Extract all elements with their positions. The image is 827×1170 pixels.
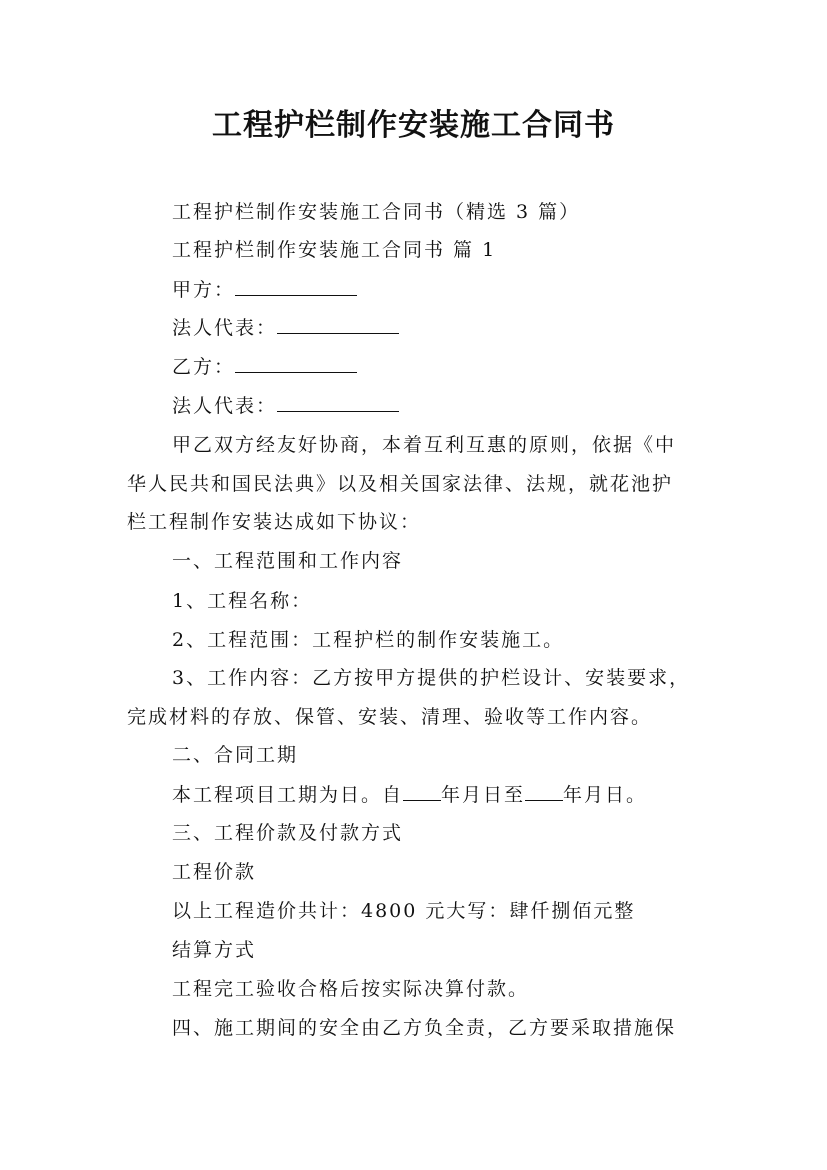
price-heading: 工程价款 <box>172 861 257 883</box>
clause1-item2: 2、工程范围：工程护栏的制作安装施工。 <box>172 629 565 651</box>
price-text: 以上工程造价共计：4800 元大写：肆仟捌佰元整 <box>172 900 636 922</box>
party-a-rep-line <box>172 316 399 340</box>
party-a-rep-label: 法人代表： <box>172 317 278 339</box>
preamble-line-3: 栏工程制作安装达成如下协议： <box>127 511 422 533</box>
party-a-label: 甲方： <box>172 279 236 301</box>
clause1-item3-line-2: 完成材料的存放、保管、安装、清理、验收等工作内容。 <box>127 706 653 728</box>
clause2-text-b: 年月日至 <box>441 784 526 806</box>
clause1-item3-line-1: 3、工作内容：乙方按甲方提供的护栏设计、安装要求， <box>172 667 691 689</box>
settlement-heading: 结算方式 <box>172 939 257 961</box>
party-b-blank <box>235 356 357 373</box>
preamble-line-1: 甲乙双方经友好协商，本着互利互惠的原则，依据《中 <box>172 434 677 456</box>
party-b-label: 乙方： <box>172 356 236 378</box>
clause2-text-a: 本工程项目工期为日。自 <box>172 784 404 806</box>
settlement-text: 工程完工验收合格后按实际决算付款。 <box>172 978 530 1000</box>
clause2-text-c: 年月日。 <box>563 784 648 806</box>
party-b-line <box>172 355 357 379</box>
clause2-text <box>172 783 647 807</box>
document-subtitle: 工程护栏制作安装施工合同书（精选 3 篇） <box>172 201 581 223</box>
party-a-blank <box>235 279 357 296</box>
clause1-item1: 1、工程名称： <box>172 590 313 612</box>
section-heading: 工程护栏制作安装施工合同书 篇 1 <box>172 239 497 261</box>
preamble-line-2: 华人民共和国民法典》以及相关国家法律、法规，就花池护 <box>127 473 674 495</box>
clause2-blank-start <box>403 784 441 801</box>
clause2-blank-end <box>525 784 563 801</box>
party-b-rep-line <box>172 394 399 418</box>
party-a-line <box>172 278 357 302</box>
clause2-heading: 二、合同工期 <box>172 744 299 766</box>
party-b-rep-label: 法人代表： <box>172 395 278 417</box>
party-a-rep-blank <box>277 317 399 334</box>
document-title: 工程护栏制作安装施工合同书 <box>212 108 615 143</box>
party-b-rep-blank <box>277 395 399 412</box>
clause1-heading: 一、工程范围和工作内容 <box>172 550 404 572</box>
clause3-heading: 三、工程价款及付款方式 <box>172 822 404 844</box>
clause4-text: 四、施工期间的安全由乙方负全责，乙方要采取措施保 <box>172 1017 677 1039</box>
